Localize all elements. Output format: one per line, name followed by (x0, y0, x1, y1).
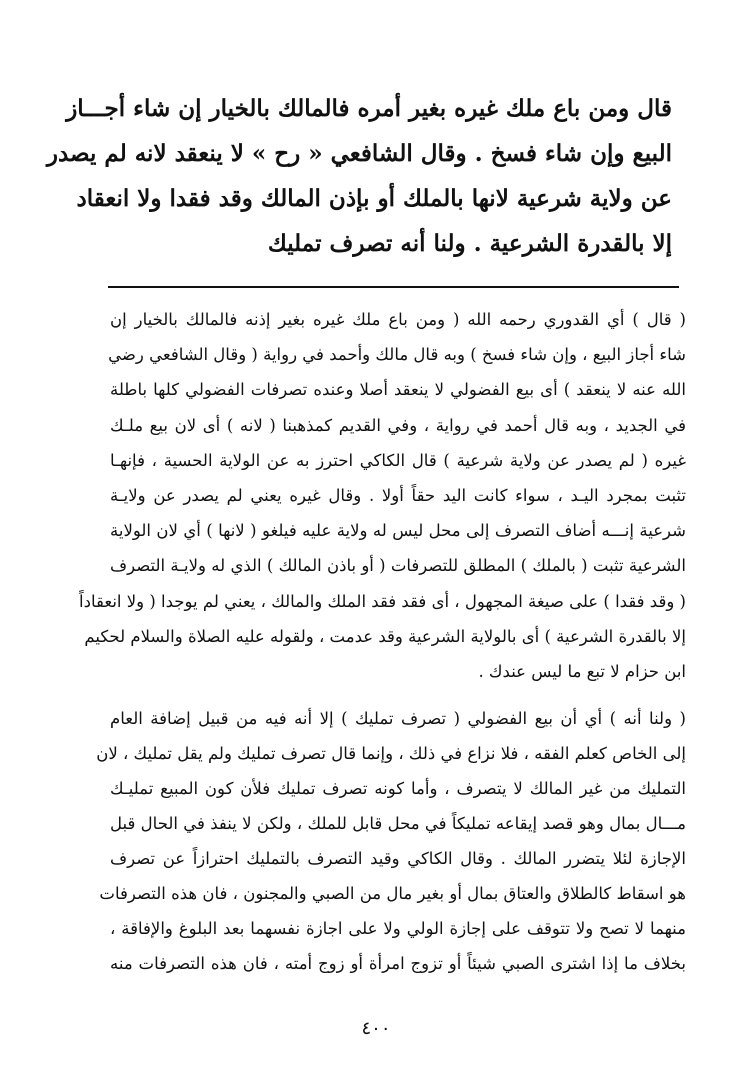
commentary-line: إلا بالقدرة الشرعية ) أى بالولاية الشرعية وقد عدمت ، ولقوله عليه الصلاة والسلام لحكيم (84, 627, 686, 646)
section-divider (108, 286, 679, 288)
commentary-line: في الجديد ، وبه قال أحمد في رواية ، وفي القديم كمذهبنا ( لانه ) أى لان بيع ملـك (110, 416, 686, 435)
commentary-line: تثبت بمجرد اليـد ، سواء كانت اليد حقاً أولا . وقال غيره يعني لم يصدر عن ولايـة (110, 486, 686, 505)
matn-line: قال ومن باع ملك غيره بغير أمره فالمالك بالخيار إن شاء أجـــاز (66, 95, 672, 122)
commentary-line: إلى الخاص كعلم الفقه ، فلا نزاع في ذلك ، وإنما قال تصرف تمليك ولم يقل تمليك ، لان (96, 744, 686, 763)
matn-line: إلا بالقدرة الشرعية . ولنا أنه تصرف تمليك (267, 230, 672, 257)
commentary-line: ( ولنا أنه ) أي أن بيع الفضولي ( تصرف تمليك ) إلا أنه فيه من قبيل إضافة العام (110, 709, 686, 728)
commentary-line: التمليك من غير المالك لا يتصرف ، وأما كونه تصرف تمليك فلأن كون المبيع تمليـك (110, 779, 686, 798)
commentary-line: بخلاف ما إذا اشترى الصبي شيئاً أو تزوج امرأة أو زوج أمته ، فان هذه التصرفات منه (110, 954, 686, 973)
matn-line: عن ولاية شرعية لانها بالملك أو بإذن المالك وقد فقدا ولا انعقاد (76, 185, 672, 212)
commentary-line: ( قال ) أي القدوري رحمه الله ( ومن باع ملك غيره بغير إذنه فالمالك بالخيار إن (110, 310, 686, 329)
commentary-line: الله عنه لا ينعقد ) أى بيع الفضولي لا ينعقد أصلا وعنده تصرفات الفضولي كلها باطلة (110, 380, 686, 399)
commentary-line: الإجازة لئلا يتضرر المالك . وقال الكاكي وقيد التصرف بالتمليك احترازاً عن تصرف (110, 849, 686, 868)
commentary-line: ( وقد فقدا ) على صيغة المجهول ، أى فقد فقد الملك والمالك ، يعني لم يوجدا ( ولا انعقاداً (79, 592, 686, 611)
commentary-line: ابن حزام لا تبع ما ليس عندك . (478, 662, 686, 681)
page-number: ٤٠٠ (361, 1018, 391, 1039)
commentary-line: مـــال بمال وهو قصد إيقاعه تمليكاً في محل قابل للملك ، ولكن لا ينفذ في الحال قبل (110, 814, 686, 833)
commentary-line: الشرعية تثبت ( بالملك ) المطلق للتصرفات ( أو باذن المالك ) الذي له ولايـة التصرف (110, 556, 686, 575)
commentary-line: شاء أجاز البيع ، وإن شاء فسخ ) وبه قال مالك وأحمد في رواية ( وقال الشافعي رضي (108, 345, 686, 364)
commentary-line: هو اسقاط كالطلاق والعتاق بمال أو بغير مال من الصبي والمجنون ، فان هذه التصرفات (99, 884, 686, 903)
matn-line: البيع وإن شاء فسخ . وقال الشافعي « رح » لا ينعقد لانه لم يصدر (46, 140, 672, 167)
commentary-line: منهما لا تصح ولا تتوقف على إجازة الولي ولا على اجازة نفسهما بعد البلوغ والإفاقة ، (110, 919, 686, 938)
commentary-line: غيره ( لم يصدر عن ولاية شرعية ) قال الكاكي احترز به عن الولاية الحسية ، فإنهـا (110, 451, 686, 470)
commentary-line: شرعية إنـــه أضاف التصرف إلى محل ليس له ولاية عليه فيلغو ( لانها ) أي لان الولاية (110, 521, 686, 540)
